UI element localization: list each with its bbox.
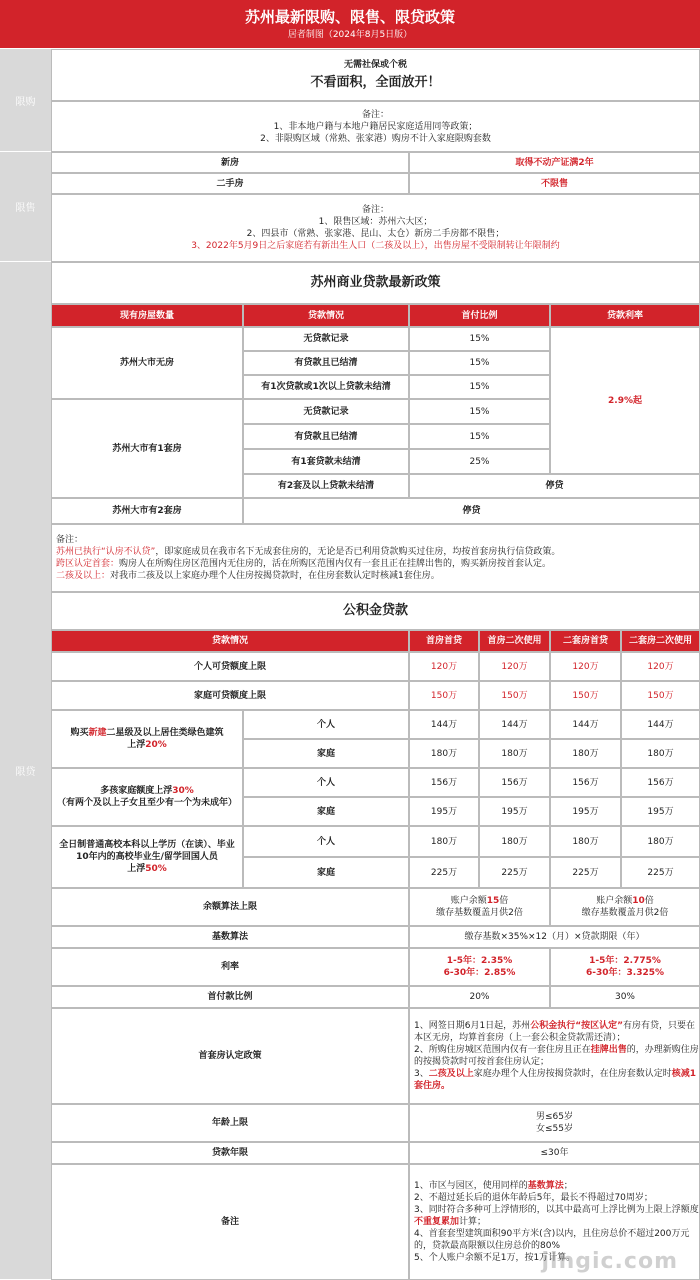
side-label-sale: 限售 <box>0 152 51 262</box>
fund-cell: 225万 <box>621 857 700 888</box>
fund-first-item-1 <box>414 1020 699 1044</box>
note-highlight: 基数算法 <box>527 1181 564 1191</box>
fund-cell: 195万 <box>550 797 621 826</box>
fund-cell: 144万 <box>550 710 621 739</box>
sale-new-label: 新房 <box>51 152 409 173</box>
commercial-group-none: 苏州大市无房 <box>51 327 243 399</box>
policy-highlight: 公积金执行“按区认定” <box>530 1021 624 1031</box>
fund-cell: 150万 <box>409 681 479 710</box>
policy-text: 3、 <box>414 1069 429 1079</box>
label-text: 二星级及以上居住类绿色建筑 <box>106 728 224 738</box>
label-text: 购买 <box>70 728 89 738</box>
fund-grad-line3 <box>127 863 167 875</box>
fund-rate-first-short: 1-5年：2.35% <box>446 956 513 966</box>
table-row-ratio: 15% <box>409 351 550 375</box>
fund-age-female: 女≤55岁 <box>536 1124 573 1134</box>
fund-cell: 180万 <box>550 739 621 768</box>
label-highlight: 新建 <box>88 728 107 738</box>
purchase-note-2: 2、非限购区域（常熟、张家港）购房不计入家庭限购套数 <box>260 133 491 144</box>
watermark: jingic.com <box>541 1249 678 1274</box>
fund-cell: 180万 <box>479 826 550 857</box>
fund-family-limit-label: 家庭可贷额度上限 <box>51 681 409 710</box>
note-text: 1、市区与园区，使用同样的 <box>414 1181 528 1191</box>
fund-cell: 195万 <box>479 797 550 826</box>
fund-cell: 180万 <box>621 739 700 768</box>
commercial-group-two: 苏州大市有2套房 <box>51 498 243 524</box>
commercial-rate: 2.9%起 <box>550 327 700 474</box>
sale-note-title: 备注： <box>361 205 389 215</box>
fund-down-first: 20% <box>409 986 550 1008</box>
table-row-ratio: 15% <box>409 327 550 351</box>
commercial-notes <box>51 524 700 592</box>
fund-balance-label: 余额算法上限 <box>51 888 409 926</box>
value-text: 倍 <box>499 896 509 906</box>
policy-highlight: 挂牌出售 <box>590 1045 627 1055</box>
value-text: 账户余额 <box>596 896 633 906</box>
fund-header-col1: 首房首贷 <box>409 630 479 652</box>
fund-cell: 144万 <box>621 710 700 739</box>
commercial-header-ratio: 首付比例 <box>409 304 550 327</box>
fund-cell: 150万 <box>479 681 550 710</box>
commercial-header-rate: 贷款利率 <box>550 304 700 327</box>
fund-grad-family: 家庭 <box>243 857 409 888</box>
value-text: 倍 <box>644 896 654 906</box>
fund-grad-label <box>51 826 243 888</box>
sale-note-2: 2、四县市（常熟、张家港、昆山、太仓）新房二手房都不限售； <box>246 229 505 239</box>
fund-balance-first <box>409 888 550 926</box>
table-row-status: 无贷款记录 <box>243 327 409 351</box>
fund-notes-label: 备注 <box>51 1164 409 1280</box>
fund-first-policy <box>409 1008 700 1104</box>
fund-balance-first-line2: 缴存基数覆盖月供2倍 <box>436 908 523 918</box>
fund-cell: 180万 <box>550 826 621 857</box>
note-highlight: 不重复累加 <box>414 1217 460 1227</box>
fund-note-1 <box>414 1180 573 1192</box>
fund-multi-line1 <box>100 785 194 797</box>
fund-rate-first-long: 6-30年：2.85% <box>443 968 516 978</box>
note-text: 对我市二孩及以上家庭办理个人住房按揭贷款时，在住房套数认定时核减1套住房。 <box>110 571 440 581</box>
fund-balance-second <box>550 888 700 926</box>
fund-balance-second-line2: 缴存基数覆盖月供2倍 <box>581 908 669 918</box>
purchase-note-title: 备注： <box>361 109 389 120</box>
table-row-ratio: 15% <box>409 399 550 424</box>
fund-cell: 150万 <box>550 681 621 710</box>
table-row-ratio: 15% <box>409 375 550 399</box>
table-row-status: 有贷款且已结清 <box>243 351 409 375</box>
fund-base-label: 基数算法 <box>51 926 409 948</box>
fund-balance-first-line1 <box>451 895 509 907</box>
fund-rate-label: 利率 <box>51 948 409 986</box>
fund-first-item-2 <box>414 1044 699 1068</box>
note-highlight: 苏州已执行“认房不认贷” <box>56 547 156 557</box>
fund-cell: 120万 <box>479 652 550 681</box>
value-text: 账户余额 <box>450 896 487 906</box>
page-subtitle: 居者制图（2024年8月5日版） <box>287 30 413 40</box>
note-text: ； <box>563 1181 573 1191</box>
commercial-note-1 <box>56 546 560 558</box>
fund-green-line2 <box>127 739 167 751</box>
fund-cell: 144万 <box>479 710 550 739</box>
fund-cell: 156万 <box>550 768 621 797</box>
fund-cell: 156万 <box>479 768 550 797</box>
page-header <box>0 0 700 48</box>
value-highlight: 10 <box>632 896 645 906</box>
table-row-status: 有1次贷款或1次以上贷款未结清 <box>243 375 409 399</box>
table-row-status: 无贷款记录 <box>243 399 409 424</box>
fund-cell: 120万 <box>409 652 479 681</box>
fund-note-4: 4、首套套型建筑面积90平方米(含)以内，且住房总价不超过200万元的，贷款最高限额以住房总价的80% <box>414 1229 690 1251</box>
policy-text: 2、所购住房城区范围内仅有一套住房且正在 <box>414 1045 591 1055</box>
label-text: 多孩家庭额度上浮 <box>100 786 173 796</box>
fund-rate-first <box>409 948 550 986</box>
value-highlight: 15 <box>486 896 500 906</box>
fund-green-family: 家庭 <box>243 739 409 768</box>
note-highlight: 二孩及以上： <box>56 571 111 581</box>
fund-personal-limit-label: 个人可贷额度上限 <box>51 652 409 681</box>
table-row-ratio: 15% <box>409 424 550 449</box>
commercial-stop-loan-two: 停贷 <box>243 498 700 524</box>
sale-note-1: 1、限售区域：苏州六大区； <box>318 217 433 227</box>
note-text: 计算； <box>459 1217 487 1227</box>
fund-cell: 156万 <box>409 768 479 797</box>
commercial-title: 苏州商业贷款最新政策 <box>51 262 700 304</box>
fund-green-personal: 个人 <box>243 710 409 739</box>
commercial-stop-loan: 停贷 <box>409 474 700 498</box>
fund-balance-second-line1 <box>596 895 654 907</box>
fund-title: 公积金贷款 <box>51 592 700 630</box>
fund-cell: 120万 <box>621 652 700 681</box>
fund-grad-line2: 10年内的高校毕业生/留学回国人员 <box>76 852 218 862</box>
fund-multi-family: 家庭 <box>243 797 409 826</box>
side-label-loan: 限贷 <box>0 262 51 1280</box>
fund-first-label: 首套房认定政策 <box>51 1008 409 1104</box>
fund-green-line1 <box>70 727 223 739</box>
page-title: 苏州最新限购、限售、限贷政策 <box>244 8 455 26</box>
purchase-note-1: 1、非本地户籍与本地户籍居民家庭适用同等政策； <box>273 121 478 132</box>
table-row-ratio: 25% <box>409 449 550 474</box>
fund-rate-second-long: 6-30年：3.325% <box>585 968 664 978</box>
note-text: 3、同时符合多种可上浮情形的，以其中最高可上浮比例为上限上浮额度 <box>414 1205 699 1215</box>
policy-text: 的，办理新购住房的按揭贷款时可按首套住房认定； <box>414 1045 699 1067</box>
sale-new-value: 取得不动产证满2年 <box>409 152 700 173</box>
fund-cell: 180万 <box>409 826 479 857</box>
table-row-status: 有贷款且已结清 <box>243 424 409 449</box>
commercial-note-3 <box>56 570 440 582</box>
fund-cell: 156万 <box>621 768 700 797</box>
sale-note-3: 3、2022年5月9日之后家庭若有新出生人口（二孩及以上），出售房屋不受限制转让年限制约 <box>191 241 560 251</box>
fund-cell: 225万 <box>550 857 621 888</box>
fund-cell: 195万 <box>409 797 479 826</box>
fund-grad-personal: 个人 <box>243 826 409 857</box>
policy-text: 有房有贷，只要在本区无房，均算首套房（上一套公积金贷款需还清）； <box>414 1021 696 1043</box>
table-row-status: 有2套及以上贷款未结清 <box>243 474 409 498</box>
fund-down-label: 首付款比例 <box>51 986 409 1008</box>
table-row-status: 有1套贷款未结清 <box>243 449 409 474</box>
fund-base-value: 缴存基数×35%×12（月）×贷款期限（年） <box>409 926 700 948</box>
fund-note-3 <box>414 1204 699 1228</box>
fund-multi-personal: 个人 <box>243 768 409 797</box>
side-label-purchase: 限购 <box>0 49 51 152</box>
fund-cell: 225万 <box>409 857 479 888</box>
fund-cell: 120万 <box>550 652 621 681</box>
label-highlight: 20% <box>145 740 167 750</box>
fund-header-col2: 首房二次使用 <box>479 630 550 652</box>
purchase-notes <box>51 101 700 152</box>
policy-highlight: 核减1套住房。 <box>414 1069 697 1091</box>
label-highlight: 50% <box>145 864 167 874</box>
commercial-note-2 <box>56 558 551 570</box>
fund-cell: 144万 <box>409 710 479 739</box>
policy-highlight: 二孩及以上 <box>428 1069 474 1079</box>
fund-rate-second-short: 1-5年：2.775% <box>589 956 661 966</box>
fund-multi-line2: （有两个及以上子女且至少有一个为未成年） <box>56 798 237 808</box>
fund-note-2: 2、不超过延长后的退休年龄后5年，最长不得超过70周岁； <box>414 1193 653 1203</box>
fund-cell: 225万 <box>479 857 550 888</box>
label-text: 上浮 <box>127 864 146 874</box>
note-text: ，即家庭成员在我市名下无成套住房的，无论是否已利用贷款购买过住房，均按首套房执行信贷政策。 <box>155 547 561 557</box>
label-text: 上浮 <box>127 740 146 750</box>
fund-header-status: 贷款情况 <box>51 630 409 652</box>
fund-age-value <box>409 1104 700 1142</box>
fund-cell: 180万 <box>479 739 550 768</box>
fund-header-col4: 二套房二次使用 <box>621 630 700 652</box>
policy-text: 1、网签日期6月1日起，苏州 <box>414 1021 531 1031</box>
purchase-line1: 无需社保或个税 <box>343 59 407 70</box>
policy-text: 家庭办理个人住房按揭贷款时，在住房套数认定时 <box>473 1069 672 1079</box>
fund-age-male: 男≤65岁 <box>536 1112 573 1122</box>
commercial-header-houses: 现有房屋数量 <box>51 304 243 327</box>
commercial-group-one: 苏州大市有1套房 <box>51 399 243 498</box>
fund-cell: 180万 <box>621 826 700 857</box>
commercial-note-title: 备注： <box>56 535 84 545</box>
purchase-headline <box>51 49 700 101</box>
fund-term-value: ≤30年 <box>409 1142 700 1164</box>
fund-down-second: 30% <box>550 986 700 1008</box>
fund-note-5: 5、个人账户余额不足1万，按1万计算。 <box>414 1253 576 1263</box>
sale-notes <box>51 194 700 262</box>
commercial-header-status: 贷款情况 <box>243 304 409 327</box>
purchase-line2: 不看面积，全面放开！ <box>310 74 441 90</box>
fund-rate-second <box>550 948 700 986</box>
fund-age-label: 年龄上限 <box>51 1104 409 1142</box>
sale-used-value: 不限售 <box>409 173 700 194</box>
note-text: 购房人在所购住房区范围内无住房的，活在所购区范围内仅有一套且正在挂牌出售的，购买新房按首套认定。 <box>119 559 552 569</box>
fund-first-item-3 <box>414 1068 699 1092</box>
note-highlight: 跨区认定首套： <box>56 559 120 569</box>
fund-grad-line1: 全日制普通高校本科以上学历（在读）、毕业 <box>59 840 235 850</box>
fund-cell: 180万 <box>409 739 479 768</box>
fund-multi-label <box>51 768 243 826</box>
fund-term-label: 贷款年限 <box>51 1142 409 1164</box>
fund-green-label <box>51 710 243 768</box>
fund-cell: 150万 <box>621 681 700 710</box>
fund-cell: 195万 <box>621 797 700 826</box>
sale-used-label: 二手房 <box>51 173 409 194</box>
fund-header-col3: 二套房首贷 <box>550 630 621 652</box>
label-highlight: 30% <box>172 786 194 796</box>
